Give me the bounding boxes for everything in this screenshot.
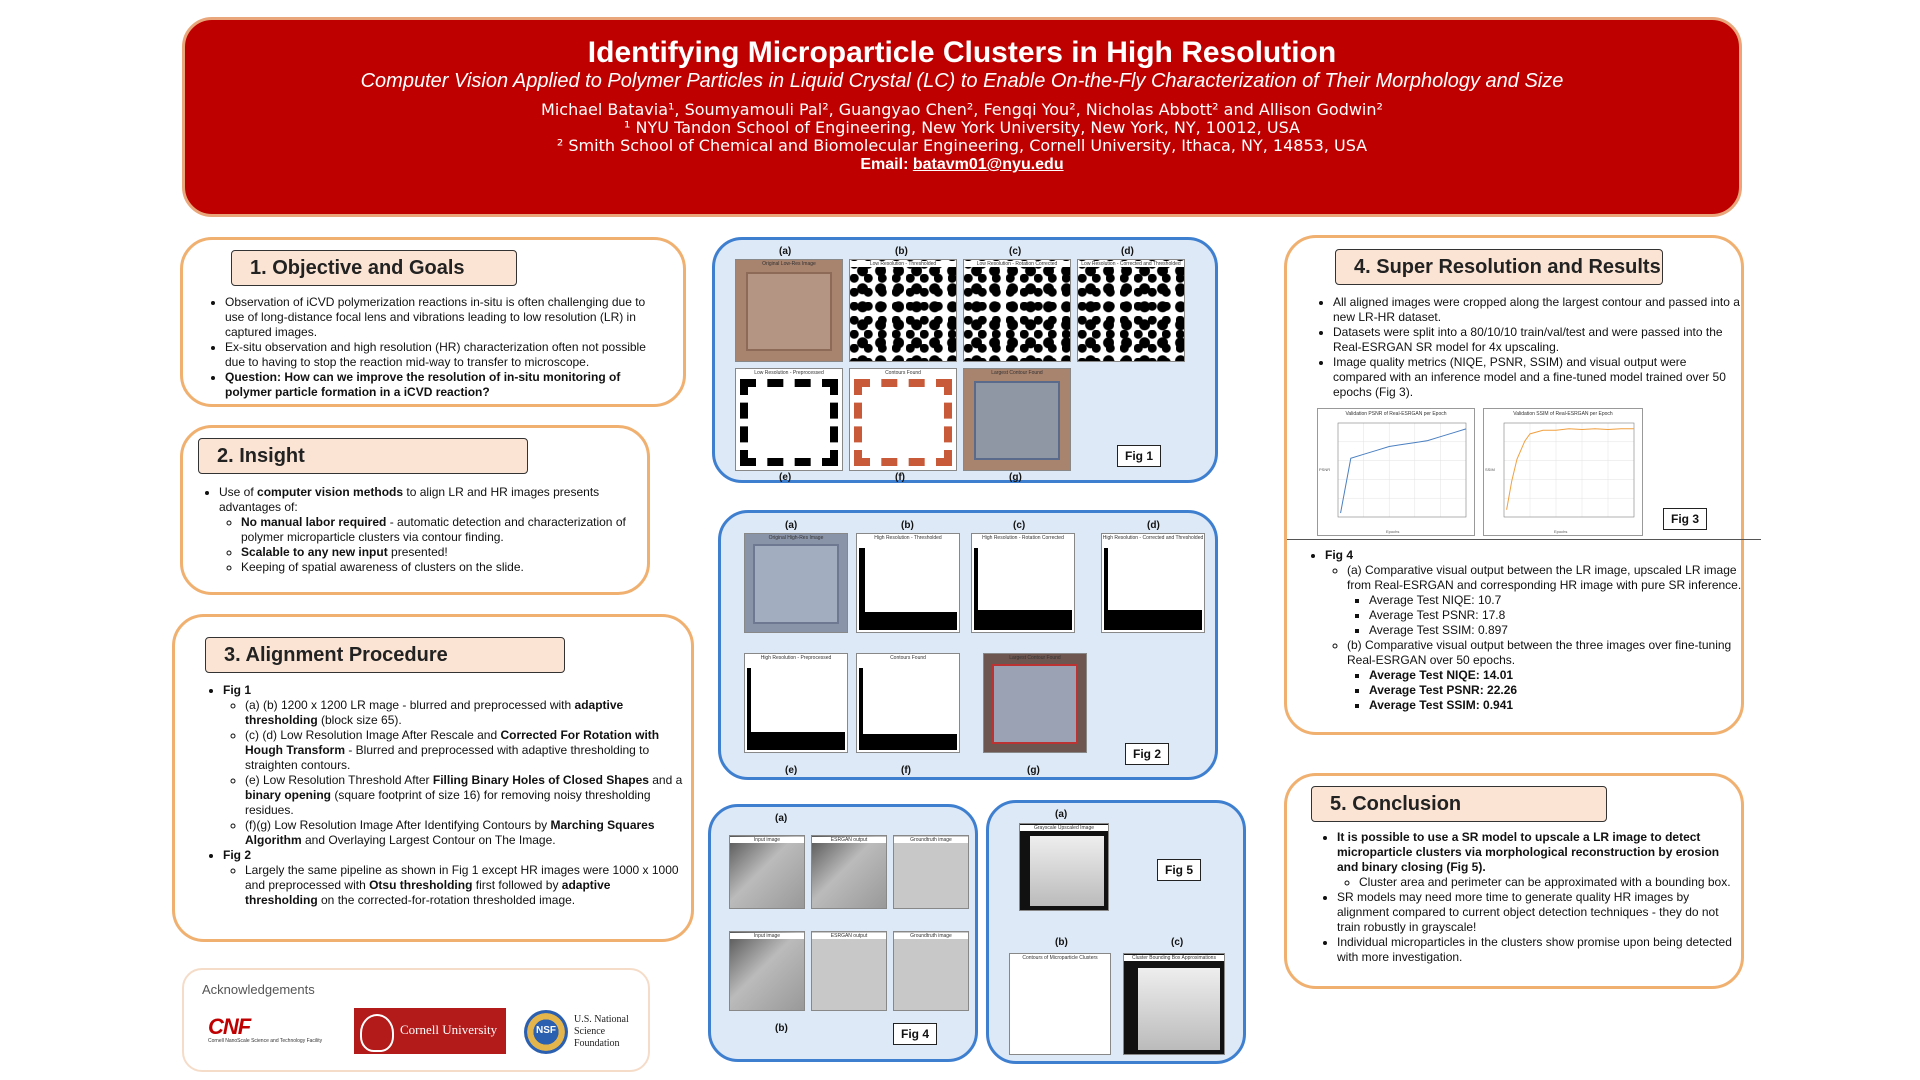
panel-label: (c) [1009, 246, 1022, 257]
figure-tag: Fig 2 [1125, 743, 1169, 765]
section-alignment [172, 614, 694, 942]
figure-4-panel [708, 804, 978, 1062]
list-item: • Ex-situ observation and high resolution (HR) characterization often not possible due to having to stop the reaction mid-way to transfer to microscope. [225, 340, 665, 370]
list-item: • SR models may need more time to generate quality HR images by alignment compared to current object detection techniques - they do not train robustly in grayscale! [1337, 890, 1737, 935]
cnf-logo: CNF Cornell NanoScale Science and Technology Facility [208, 1014, 323, 1044]
panel-label: (e) [779, 472, 792, 483]
lr-contours-image: Contours Found [849, 368, 957, 471]
panel-label: (b) [901, 520, 914, 531]
figure-5-panel [986, 800, 1246, 1064]
lr-thresholded-image: Low Resolution - Thresholded [849, 259, 957, 362]
section-heading: 2. Insight [198, 438, 528, 474]
list-item: • Image quality metrics (NIQE, PSNR, SSIM) and visual output were compared with an inference model and a fine-tuned model trained over 50 epochs (Fig 3). [1333, 355, 1743, 400]
list-item: ◦ (e) Low Resolution Threshold After Filling Binary Holes of Closed Shapes and a binary opening (square footprint of size 16) for removing noisy thresholding residues. [245, 773, 683, 818]
fig5-bounding-box-image: Cluster Bounding Box Approximations [1123, 953, 1225, 1055]
list-item: ◦ Keeping of spatial awareness of clusters on the slide. [241, 560, 649, 575]
chart-title: Validation SSIM of Real-ESRGAN per Epoch [1513, 411, 1613, 417]
lr-corrected-thresholded-image: Low Resolution - Corrected and Thresholded [1077, 259, 1185, 362]
list-item: • It is possible to use a SR model to upscale a LR image to detect microparticle clusters via morphological reconstruction by erosion and binary closing (Fig 5). ◦ Cluster area and perimeter can be approximated with a bounding box. [1337, 830, 1737, 890]
panel-label: (e) [785, 765, 798, 776]
ssim-chart [1483, 408, 1643, 536]
fig4-input-image-a: Input image [729, 835, 805, 909]
fig4-input-image-b: Input image [729, 931, 805, 1011]
lr-original-image: Original Low-Res Image [735, 259, 843, 362]
panel-label: (b) [775, 1023, 788, 1034]
figure-tag: Fig 1 [1117, 445, 1161, 467]
list-item: ◦ No manual labor required - automatic detection and characterization of polymer microparticle clusters via contour finding. [241, 515, 649, 545]
chart-title: Validation PSNR of Real-ESRGAN per Epoch [1345, 411, 1447, 417]
list-item: ▪ Average Test SSIM: 0.897 [1369, 623, 1745, 638]
affiliation-1: ¹ NYU Tandon School of Engineering, New York University, New York, NY, 10012, USA [624, 118, 1300, 137]
hr-corrected-thresholded-image: High Resolution - Corrected and Thresholded [1101, 533, 1205, 633]
section-conclusion [1284, 773, 1744, 989]
hr-thresholded-image: High Resolution - Thresholded [856, 533, 960, 633]
list-item: ◦ Largely the same pipeline as shown in Fig 1 except HR images were 1000 x 1000 and preprocessed with Otsu thresholding first followed by adaptive thresholding on the corrected-for-rotation thresholded image. [245, 863, 683, 908]
panel-label: (b) [1055, 937, 1068, 948]
panel-label: (g) [1027, 765, 1040, 776]
hr-preprocessed-image: High Resolution - Preprocessed [744, 653, 848, 753]
series-line [1341, 429, 1466, 513]
series-line [1507, 429, 1634, 510]
section-heading: 1. Objective and Goals [231, 250, 517, 286]
hr-contours-image: Contours Found [856, 653, 960, 753]
list-item: ▪ Average Test NIQE: 14.01 [1369, 668, 1745, 683]
fig4-esrgan-image-b: ESRGAN output [811, 931, 887, 1011]
fig4-groundtruth-image-a: Groundtruth image [893, 835, 969, 909]
nsf-seal-icon: NSF [524, 1010, 568, 1054]
fig5-contours-image: Contours of Microparticle Clusters [1009, 953, 1111, 1055]
objective-list [207, 295, 665, 400]
author-list: Michael Batavia¹, Soumyamouli Pal², Guangyao Chen², Fengqi You², Nicholas Abbott² and Allison Godwin² [541, 100, 1383, 119]
fig4-groundtruth-image-b: Groundtruth image [893, 931, 969, 1011]
panel-label: (c) [1013, 520, 1026, 531]
poster-header [182, 17, 1742, 217]
section-objective [180, 237, 686, 407]
results-list [1315, 295, 1743, 400]
list-item: ▪ Average Test PSNR: 22.26 [1369, 683, 1745, 698]
panel-label: (d) [1147, 520, 1160, 531]
figure-1-panel [712, 237, 1218, 483]
panel-label: (c) [1171, 937, 1184, 948]
fig4-results-list [1307, 548, 1745, 713]
panel-label: (a) [1055, 809, 1068, 820]
y-axis-label: SSIM [1485, 467, 1495, 472]
section-heading: 5. Conclusion [1311, 786, 1607, 822]
panel-label: (d) [1121, 246, 1134, 257]
y-axis-label: PSNR [1319, 467, 1331, 472]
list-item: • Fig 2 ◦ Largely the same pipeline as shown in Fig 1 except HR images were 1000 x 1000 and preprocessed with Otsu thresholding first followed by adaptive thresholding on the corrected-for-rotation thresholded image. [223, 848, 683, 908]
poster-subtitle: Computer Vision Applied to Polymer Particles in Liquid Crystal (LC) to Enable On-the-Fly Characterization of Their Morphology and Size [360, 70, 1564, 92]
fig5-grayscale-image: Grayscale Upscaled Image [1019, 823, 1109, 911]
list-item: ◦ Cluster area and perimeter can be approximated with a bounding box. [1359, 875, 1737, 890]
panel-label: (f) [901, 765, 911, 776]
email-label: Email: [860, 156, 909, 173]
cornell-seal-icon [360, 1014, 394, 1052]
hr-original-image: Original High-Res Image [744, 533, 848, 633]
list-item: • Individual microparticles in the clusters show promise upon being detected with more investigation. [1337, 935, 1737, 965]
list-item: • Datasets were split into a 80/10/10 train/val/test and were passed into the Real-ESRGAN SR model for 4x upscaling. [1333, 325, 1743, 355]
panel-label: (b) [895, 246, 908, 257]
hr-rotation-corrected-image: High Resolution - Rotation Corrected [971, 533, 1075, 633]
section-insight [180, 425, 650, 595]
section-heading: 3. Alignment Procedure [205, 637, 565, 673]
email-link[interactable]: batavm01@nyu.edu [912, 156, 1064, 173]
fig4-esrgan-image-a: ESRGAN output [811, 835, 887, 909]
ack-heading: Acknowledgements [202, 982, 315, 997]
list-item: ▪ Average Test NIQE: 10.7 [1369, 593, 1745, 608]
figure-tag: Fig 5 [1157, 859, 1201, 881]
list-item: ▪ Average Test PSNR: 17.8 [1369, 608, 1745, 623]
list-item: ◦ (a) Comparative visual output between the LR image, upscaled LR image from Real-ESRGAN and corresponding HR image with pure SR inference. ▪ Average Test NIQE: 10.7 ▪ Average Test PSNR: 17.8 ▪ Average Test SSIM: 0.897 [1347, 563, 1745, 638]
lr-preprocessed-image: Low Resolution - Preprocessed [735, 368, 843, 471]
list-item: • All aligned images were cropped along the largest contour and passed into a new LR-HR dataset. [1333, 295, 1743, 325]
plot-frame [1338, 423, 1466, 517]
ssim-chart-plot [1484, 409, 1642, 535]
contact-email [185, 155, 1739, 175]
list-item: • Observation of iCVD polymerization reactions in-situ is often challenging due to use of long-distance focal lens and vibrations leading to low resolution (LR) in captured images. [225, 295, 665, 340]
figure-2-panel [718, 510, 1218, 780]
list-item: • Fig 1 ◦ (a) (b) 1200 x 1200 LR mage - blurred and preprocessed with adaptive thresholding (block size 65). ◦ (c) (d) Low Resolution Image After Rescale and Corrected For Rotation with Hough Transform - Blurred and preprocessed with adaptive thresholding to straighten contours. ◦ (e) Low Resolution Threshold After Filling Binary Holes of Closed Shapes and a binary opening (square footprint of size 16) for removing noisy thresholding residues. ◦ (f)(g) Low Resolution Image After Identifying Contours by Marching Squares Algorithm and Overlaying Largest Contour on The Image. [223, 683, 683, 848]
acknowledgements [182, 968, 650, 1072]
figure-tag: Fig 3 [1663, 508, 1707, 530]
list-item: ▪ Average Test SSIM: 0.941 [1369, 698, 1745, 713]
list-item: ◦ (a) (b) 1200 x 1200 LR mage - blurred and preprocessed with adaptive thresholding (block size 65). [245, 698, 683, 728]
lr-largest-contour-image: Largest Contour Found [963, 368, 1071, 471]
plot-frame [1504, 423, 1634, 517]
psnr-chart-plot [1318, 409, 1474, 535]
psnr-chart [1317, 408, 1475, 536]
x-axis-label: Epochs [1386, 529, 1400, 534]
nsf-name: U.S. National Science Foundation [574, 1014, 629, 1049]
list-item: ◦ (f)(g) Low Resolution Image After Identifying Contours by Marching Squares Algorithm and Overlaying Largest Contour on The Image. [245, 818, 683, 848]
section-heading: 4. Super Resolution and Results [1335, 249, 1663, 285]
alignment-list [205, 683, 683, 908]
panel-label: (a) [775, 813, 788, 824]
lr-rotation-corrected-image: Low Resolution - Rotation Corrected [963, 259, 1071, 362]
list-item: ◦ Scalable to any new input presented! [241, 545, 649, 560]
cornell-logo: Cornell University [354, 1008, 506, 1054]
list-item: • Question: How can we improve the resolution of in-situ monitoring of polymer particle formation in a iCVD reaction? [225, 370, 665, 400]
figure-tag: Fig 4 [893, 1023, 937, 1045]
x-axis-label: Epochs [1554, 529, 1568, 534]
list-item: ◦ (b) Comparative visual output between the three images over fine-tuning Real-ESRGAN over 50 epochs. ▪ Average Test NIQE: 14.01 ▪ Average Test PSNR: 22.26 ▪ Average Test SSIM: 0.941 [1347, 638, 1745, 713]
affiliation-2: ² Smith School of Chemical and Biomolecular Engineering, Cornell University, Ithaca, NY, 14853, USA [556, 136, 1368, 155]
panel-label: (f) [895, 472, 905, 483]
insight-list [201, 485, 649, 575]
divider [1287, 539, 1761, 540]
list-item: ◦ (c) (d) Low Resolution Image After Rescale and Corrected For Rotation with Hough Transform - Blurred and preprocessed with adaptive thresholding to straighten contours. [245, 728, 683, 773]
list-item: • Use of computer vision methods to align LR and HR images presents advantages of: ◦ No manual labor required - automatic detection and characterization of polymer microparticle clusters via contour finding. ◦ Scalable to any new input presented! ◦ Keeping of spatial awareness of clusters on the slide. [219, 485, 649, 575]
panel-label: (a) [785, 520, 798, 531]
panel-label: (a) [779, 246, 792, 257]
hr-largest-contour-image: Largest Contour Found [983, 653, 1087, 753]
list-item: • Fig 4 ◦ (a) Comparative visual output between the LR image, upscaled LR image from Real-ESRGAN and corresponding HR image with pure SR inference. ▪ Average Test NIQE: 10.7 ▪ Average Test PSNR: 17.8 ▪ Average Test SSIM: 0.897 ◦ (b) Comparative visual output between the three images over fine-tuning Real-ESRGAN over 50 epochs. ▪ Average Test NIQE: 14.01 ▪ Average Test PSNR: 22.26 ▪ Average Test SSIM: 0.941 [1325, 548, 1745, 713]
conclusion-list [1319, 830, 1737, 965]
panel-label: (g) [1009, 472, 1022, 483]
section-results [1284, 235, 1744, 735]
poster-title: Identifying Microparticle Clusters in High Resolution [587, 36, 1337, 69]
